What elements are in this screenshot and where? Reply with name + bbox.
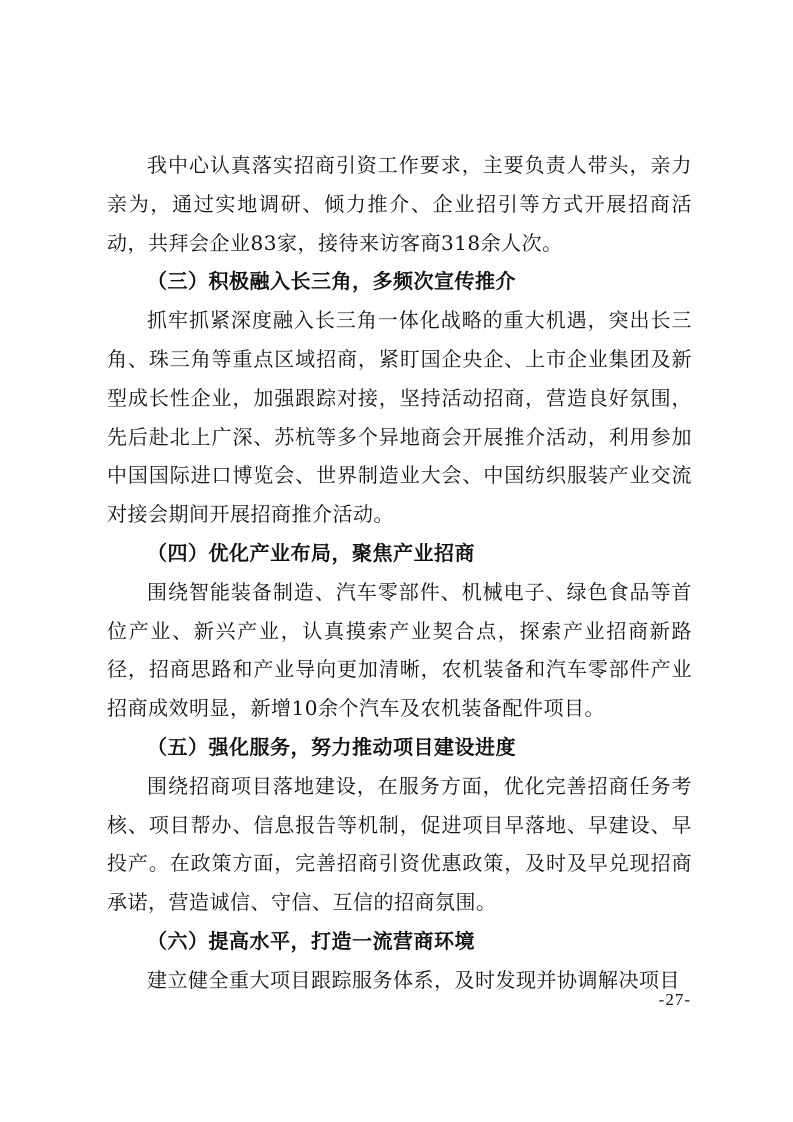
page-number: -27- (658, 990, 691, 1009)
paragraph-industry-layout: 围绕智能装备制造、汽车零部件、机械电子、绿色食品等首位产业、新兴产业，认真摸索产业契合点，探索产业招商新路径，招商思路和产业导向更加清晰，农机装备和汽车零部件产业招商成效明显，新增10余个汽车及农机装备配件项目。 (107, 579, 692, 721)
paragraph-business-environment: 建立健全重大项目跟踪服务体系，及时发现并协调解决项目 (147, 967, 680, 992)
section-heading-4: （四）优化产业布局，聚焦产业招商 (147, 540, 475, 565)
paragraph-service: 围绕招商项目落地建设，在服务方面，优化完善招商任务考核、项目帮办、信息报告等机制，促进项目早落地、早建设、早投产。在政策方面，完善招商引资优惠政策，及时及早兑现招商承诺，营造诚信、守信、互信的招商氛围。 (107, 773, 692, 915)
section-heading-3: （三）积极融入长三角，多频次宣传推介 (147, 269, 516, 294)
paragraph-yangtze-delta: 抓牢抓紧深度融入长三角一体化战略的重大机遇，突出长三角、珠三角等重点区域招商，紧盯国企央企、上市企业集团及新型成长性企业，加强跟踪对接，坚持活动招商，营造良好氛围，先后赴北上广深、苏杭等多个异地商会开展推介活动，利用参加中国国际进口博览会、世界制造业大会、中国纺织服装产业交流对接会期间开展招商推介活动。 (107, 308, 692, 527)
section-heading-6: （六）提高水平，打造一流营商环境 (147, 928, 475, 953)
document-body (107, 146, 692, 1000)
section-heading-5: （五）强化服务，努力推动项目建设进度 (147, 734, 516, 759)
paragraph-investment-work: 我中心认真落实招商引资工作要求，主要负责人带头，亲力亲为，通过实地调研、倾力推介、企业招引等方式开展招商活动，共拜会企业83家，接待来访客商318余人次。 (107, 153, 692, 255)
